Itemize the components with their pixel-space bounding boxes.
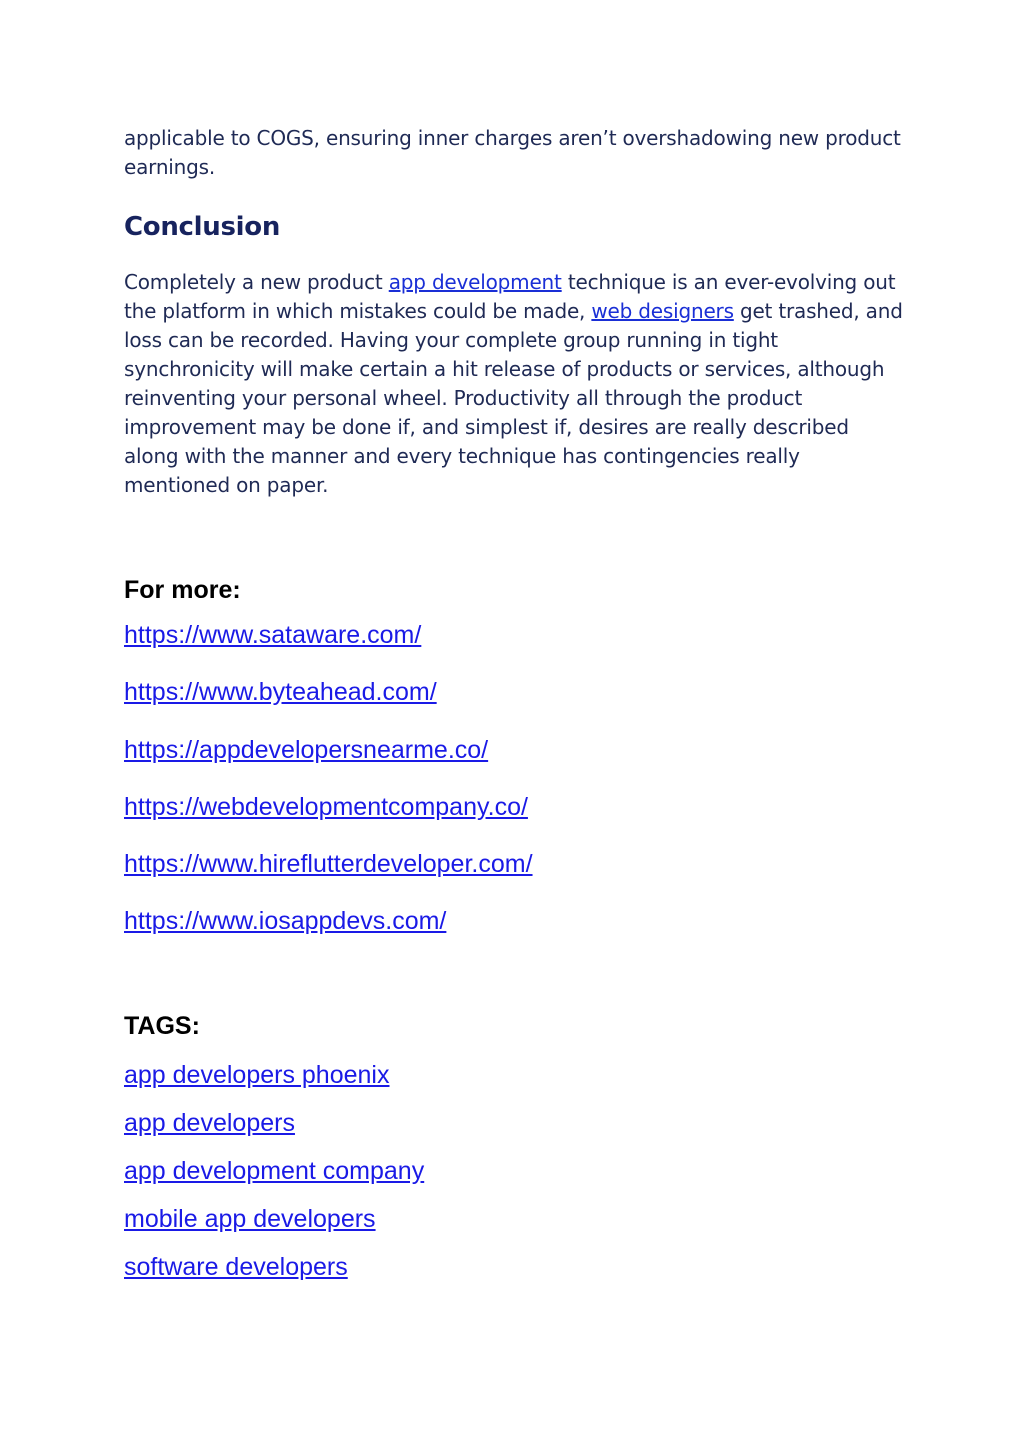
- tags-label: TAGS:: [124, 1012, 200, 1040]
- link-byteahead[interactable]: https://www.byteahead.com/: [124, 678, 437, 706]
- intro-paragraph: applicable to COGS, ensuring inner charges aren’t overshadowing new product earnings.: [124, 126, 901, 179]
- app-development-link[interactable]: app development: [388, 270, 562, 294]
- tag-software-developers[interactable]: software developers: [124, 1253, 348, 1281]
- link-appdevelopersnearme[interactable]: https://appdevelopersnearme.co/: [124, 736, 489, 764]
- link-sataware[interactable]: https://www.sataware.com/: [124, 621, 422, 649]
- conclusion-text-part-3: get trashed, and loss can be recorded. Having your complete group running in tight synchronicity will make certain a hit release of products or services, although reinventing your personal wheel. Productivity all through the product improvement may be done if, and simplest if, desires are really described along with the manner and every technique has contingencies really mentioned on paper.: [124, 299, 903, 497]
- web-designers-link[interactable]: web designers: [591, 299, 734, 323]
- link-hireflutterdeveloper[interactable]: https://www.hireflutterdeveloper.com/: [124, 850, 533, 878]
- conclusion-text-part-2: technique is an ever-evolving out the platform in which mistakes could be made,: [124, 270, 896, 323]
- conclusion-paragraph: [124, 268, 904, 500]
- conclusion-text-part-1: Completely a new product: [124, 270, 389, 294]
- link-webdevelopmentcompany[interactable]: https://webdevelopmentcompany.co/: [124, 793, 528, 821]
- tag-app-development-company[interactable]: app development company: [124, 1157, 425, 1185]
- conclusion-heading: Conclusion: [124, 212, 281, 242]
- tag-mobile-app-developers[interactable]: mobile app developers: [124, 1205, 376, 1233]
- for-more-label: For more:: [124, 576, 241, 604]
- tag-app-developers-phoenix[interactable]: app developers phoenix: [124, 1061, 390, 1089]
- tag-app-developers[interactable]: app developers: [124, 1109, 295, 1137]
- link-iosappdevs[interactable]: https://www.iosappdevs.com/: [124, 907, 447, 935]
